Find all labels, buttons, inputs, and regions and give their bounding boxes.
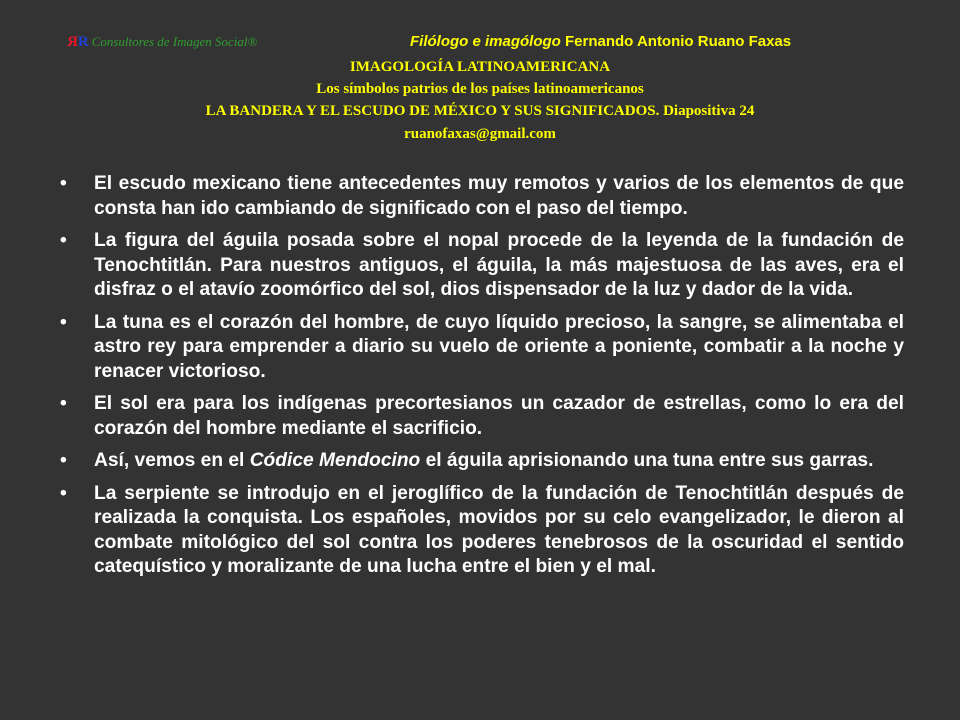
logo-letter-r: R: [77, 34, 88, 50]
logo-letter-r-mirrored: R: [68, 34, 78, 50]
bullet-icon: •: [60, 482, 67, 504]
slide-heading: IMAGOLOGÍA LATINOAMERICANA: [349, 59, 611, 75]
bullet-text: La serpiente se introdujo en el jeroglífico de la fundación de Tenochtitlán después de realizada la conquista. Los españoles, movidos por su celo evangelizador, le dieron al combate mitológico del sol contra los poderes tenebrosos de la oscuridad el sentido catequístico y moralizante de una lucha entre el bien y el mal.: [94, 482, 904, 577]
rr-logo: [68, 34, 88, 50]
bullet-item: [60, 172, 904, 221]
bullet-icon: •: [60, 311, 67, 333]
brand-line: [68, 33, 257, 55]
bullet-text: La figura del águila posada sobre el nopal procede de la leyenda de la fundación de Tenochtitlán. Para nuestros antiguos, el águila, la más majestuosa de las aves, era el disfraz o el atavío zoomórfico del sol, dios dispensador de la luz y dador de la vida.: [94, 230, 904, 300]
contact-email: ruanofaxas@gmail.com: [404, 126, 556, 142]
bullet-item: [60, 311, 904, 385]
author-line: [410, 33, 791, 50]
bullet-text: El escudo mexicano tiene antecedentes muy remotos y varios de los elementos de que consta han ido cambiando de significado con el paso del tiempo.: [94, 173, 904, 219]
slide-subheading: Los símbolos patrios de los países latinoamericanos: [316, 81, 644, 97]
bullet-text-after: el águila aprisionando una tuna entre sus garras.: [420, 450, 874, 471]
slide-topic: LA BANDERA Y EL ESCUDO DE MÉXICO Y SUS SIGNIFICADOS. Diapositiva 24: [205, 103, 755, 119]
bullet-text: La tuna es el corazón del hombre, de cuyo líquido precioso, la sangre, se alimentaba el astro rey para emprender a diario su vuelo de oriente a poniente, combatir a la noche y renacer victorioso.: [94, 311, 904, 382]
bullet-text: El sol era para los indígenas precortesianos un cazador de estrellas, como lo era del corazón del hombre mediante el sacrificio.: [94, 393, 904, 439]
consultores-label: Consultores de Imagen Social®: [91, 34, 258, 49]
bullet-icon: •: [60, 173, 67, 194]
bullet-icon: •: [60, 230, 67, 251]
bullet-item: [60, 392, 904, 441]
bullet-item: [60, 229, 904, 303]
codex-title: Códice Mendocino: [249, 450, 421, 471]
bullet-item: [60, 449, 904, 474]
author-name: Fernando Antonio Ruano Faxas: [565, 33, 792, 50]
author-title: Filólogo e imagólogo: [410, 33, 561, 50]
bullet-icon: •: [60, 393, 67, 414]
bullet-text-before: Así, vemos en el: [94, 450, 250, 471]
bullet-list: [60, 172, 904, 588]
bullet-text: [94, 449, 904, 474]
bullet-icon: •: [60, 450, 67, 471]
bullet-item: [60, 482, 904, 580]
